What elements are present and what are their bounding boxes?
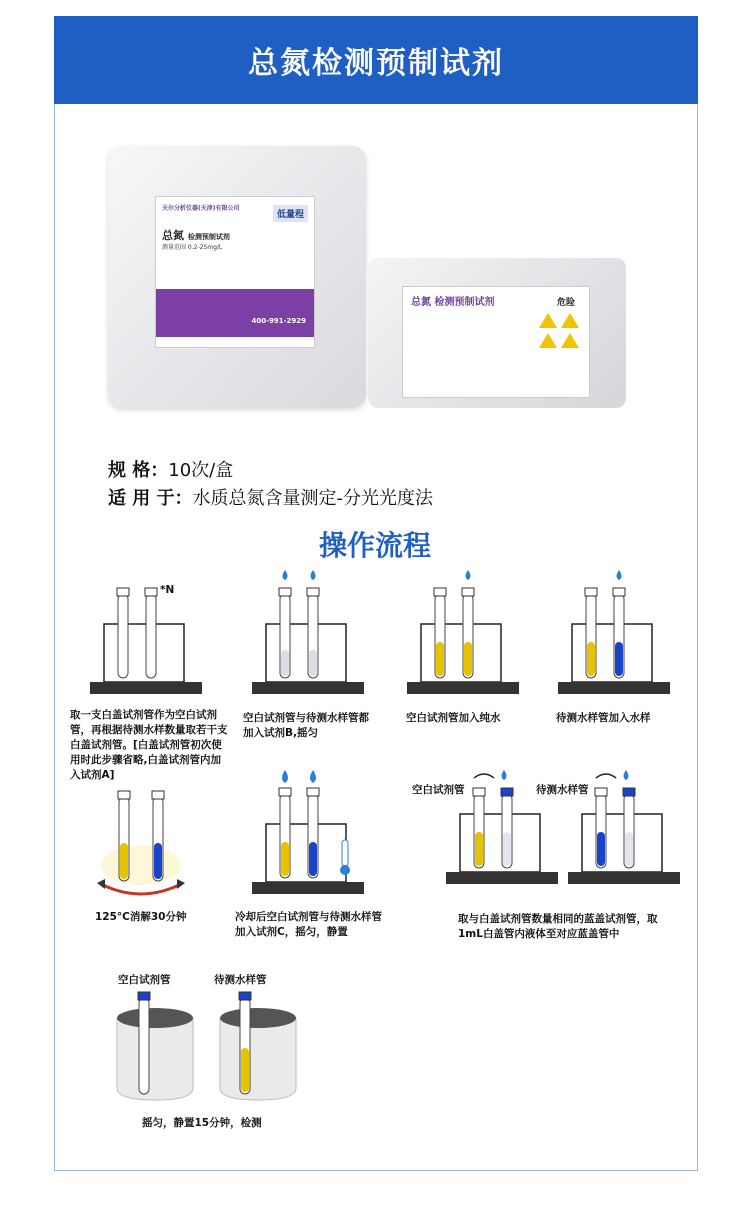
company-name: 天尔分析仪器(天津)有限公司 [162, 205, 240, 212]
label-title: 总氮 检测预制试剂 [162, 229, 230, 242]
hazard-icon [539, 313, 557, 328]
step1-illustration [88, 580, 208, 700]
process-title: 操作流程 [318, 529, 431, 562]
step3-illustration [405, 570, 525, 690]
step7-illustration-b [566, 770, 686, 890]
spec-row: 规 格：10次/盒 [108, 460, 234, 481]
label-phone: 400-991-2929 [251, 317, 306, 325]
hazard-icon [561, 313, 579, 328]
spec-row: 适 用 于：水质总氮含量测定-分光光度法 [108, 488, 434, 509]
sample-tube-label: 待测水样管 [214, 974, 267, 986]
page-title: 总氮检测预制试剂 [248, 46, 504, 81]
step5-caption: 125°C消解30分钟 [95, 911, 187, 923]
hazard-icon [539, 333, 557, 348]
step3-caption: 空白试剂管加入纯水 [406, 712, 501, 724]
sample-tube-label: 待测水样管 [536, 784, 589, 796]
step7-caption: 取与白盖试剂管数量相同的蓝盖试剂管，取1mL白盖管内液体至对应蓝盖管中 [458, 913, 658, 940]
header-banner [54, 16, 698, 104]
step2-illustration [250, 570, 370, 690]
step4-illustration [556, 570, 676, 690]
label-purple-band [156, 289, 314, 337]
step8-illustration-a [115, 988, 195, 1108]
step6-caption: 冷却后空白试剂管与待测水样管加入试剂C，摇匀，静置 [235, 911, 382, 938]
range-badge: 低量程 [273, 205, 308, 222]
step1-caption: 取一支白盖试剂管作为空白试剂管，再根据待测水样数量取若干支白盖试剂管。[白盖试剂管初次使用时此步骤省略,白盖试剂管内加入试剂A] [70, 709, 228, 781]
label2-title: 总氮 检测预制试剂 [411, 297, 495, 308]
product-label-secondary [402, 286, 590, 398]
step2-caption: 空白试剂管与待测水样管都加入试剂B,摇匀 [243, 712, 369, 739]
blank-tube-label: 空白试剂管 [412, 784, 465, 796]
blank-tube-label: 空白试剂管 [118, 974, 171, 986]
label-range: 测量范围 0.2-25mg/L [162, 244, 223, 251]
danger-text: 危险 [556, 298, 575, 308]
product-label-main [155, 196, 315, 348]
hazard-icon [561, 333, 579, 348]
product-image [108, 146, 628, 468]
reagent-n-label: *N [160, 584, 175, 596]
step8-caption: 摇匀，静置15分钟，检测 [142, 1117, 262, 1129]
step6-illustration [250, 770, 380, 900]
step4-caption: 待测水样管加入水样 [556, 712, 651, 724]
step8-illustration-b [218, 988, 298, 1108]
step5-illustration [95, 785, 205, 905]
